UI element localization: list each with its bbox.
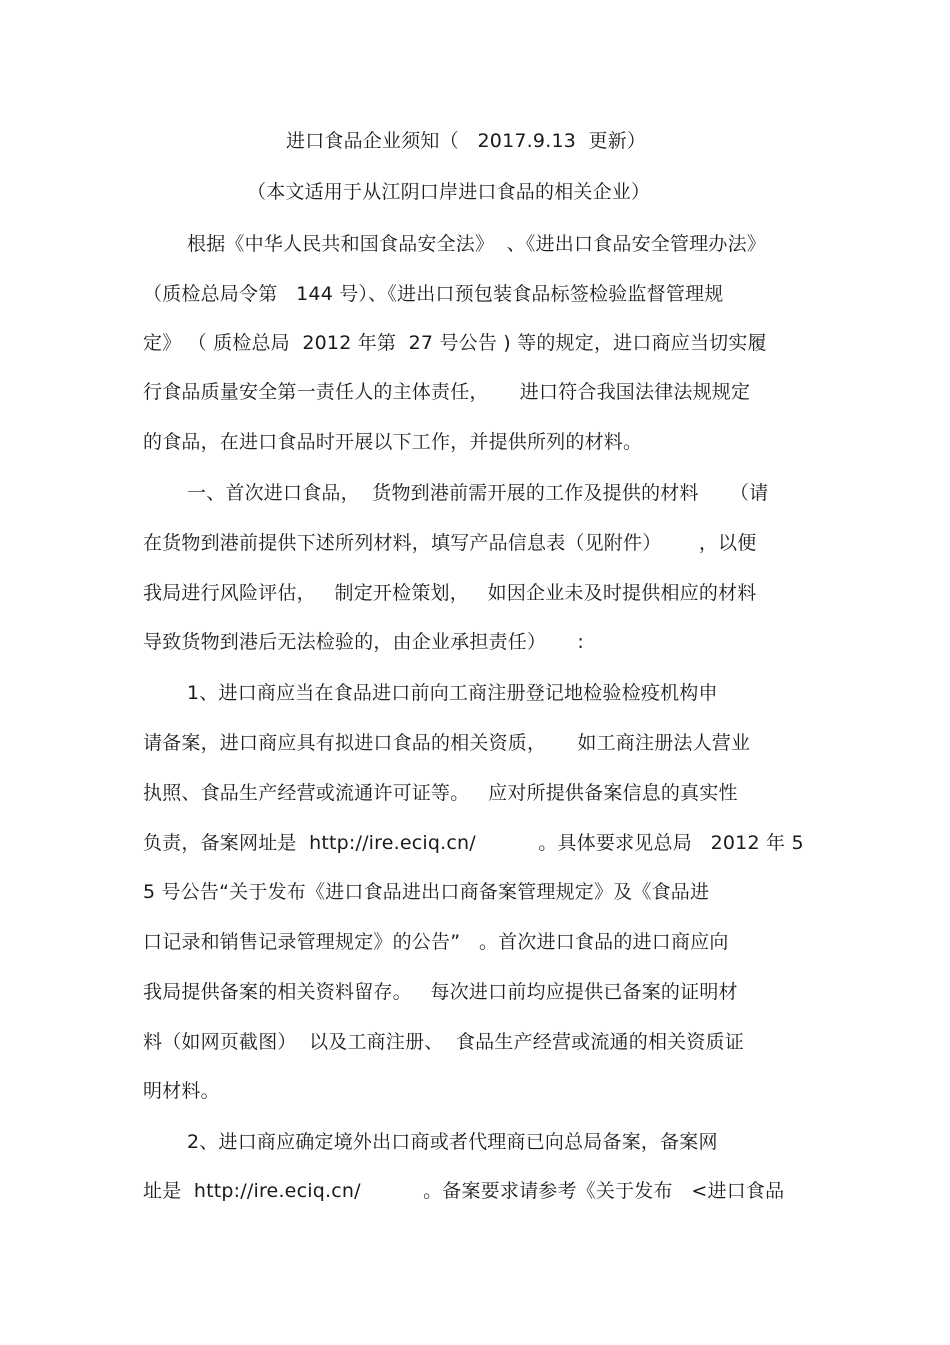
paragraph-line: 负责，备案网址是 http://ire.eciq.cn/ 。具体要求见总局 2012 年 5 [143, 832, 804, 854]
paragraph-line: 1、进口商应当在食品进口前向工商注册登记地检验检疫机构申 [187, 682, 718, 704]
paragraph-line: 2、进口商应确定境外出口商或者代理商已向总局备案，备案网 [187, 1131, 718, 1153]
paragraph-line: 一、首次进口食品， 货物到港前需开展的工作及提供的材料 （请 [187, 482, 769, 504]
paragraph-line: 执照、食品生产经营或流通许可证等。 应对所提供备案信息的真实性 [143, 782, 738, 804]
paragraph-line: 定》 （ 质检总局 2012 年第 27 号公告 ) 等的规定，进口商应当切实履 [143, 332, 767, 354]
paragraph-line: 址是 http://ire.eciq.cn/ 。备案要求请参考《关于发布 <进口食品 [143, 1180, 785, 1202]
paragraph-line: （质检总局令第 144 号）、《进出口预包装食品标签检验监督管理规 [143, 283, 724, 305]
paragraph-line: 我局提供备案的相关资料留存。 每次进口前均应提供已备案的证明材 [143, 981, 738, 1003]
paragraph-line: 5 号公告“关于发布《进口食品进出口商备案管理规定》及《食品进 [143, 881, 710, 903]
paragraph-line: 我局进行风险评估， 制定开检策划， 如因企业未及时提供相应的材料 [143, 582, 757, 604]
document-title: 进口食品企业须知（ 2017.9.13 更新） [286, 130, 647, 152]
paragraph-line: 导致货物到港后无法检验的，由企业承担责任） : [143, 631, 585, 653]
paragraph-line: 在货物到港前提供下述所列材料，填写产品信息表（见附件） ，以便 [143, 532, 757, 554]
paragraph-line: 请备案，进口商应具有拟进口食品的相关资质， 如工商注册法人营业 [143, 732, 751, 754]
paragraph-line: 根据《中华人民共和国食品安全法》 、《进出口食品安全管理办法》 [187, 233, 766, 255]
paragraph-line: 料（如网页截图） 以及工商注册、 食品生产经营或流通的相关资质证 [143, 1031, 744, 1053]
paragraph-line: 口记录和销售记录管理规定》的公告” 。首次进口食品的进口商应向 [143, 931, 729, 953]
paragraph-line: 明材料。 [143, 1080, 220, 1102]
paragraph-line: 的食品，在进口食品时开展以下工作，并提供所列的材料。 [143, 431, 643, 453]
paragraph-line: 行食品质量安全第一责任人的主体责任， 进口符合我国法律法规规定 [143, 381, 751, 403]
document-subtitle: （本文适用于从江阴口岸进口食品的相关企业） [247, 181, 651, 203]
